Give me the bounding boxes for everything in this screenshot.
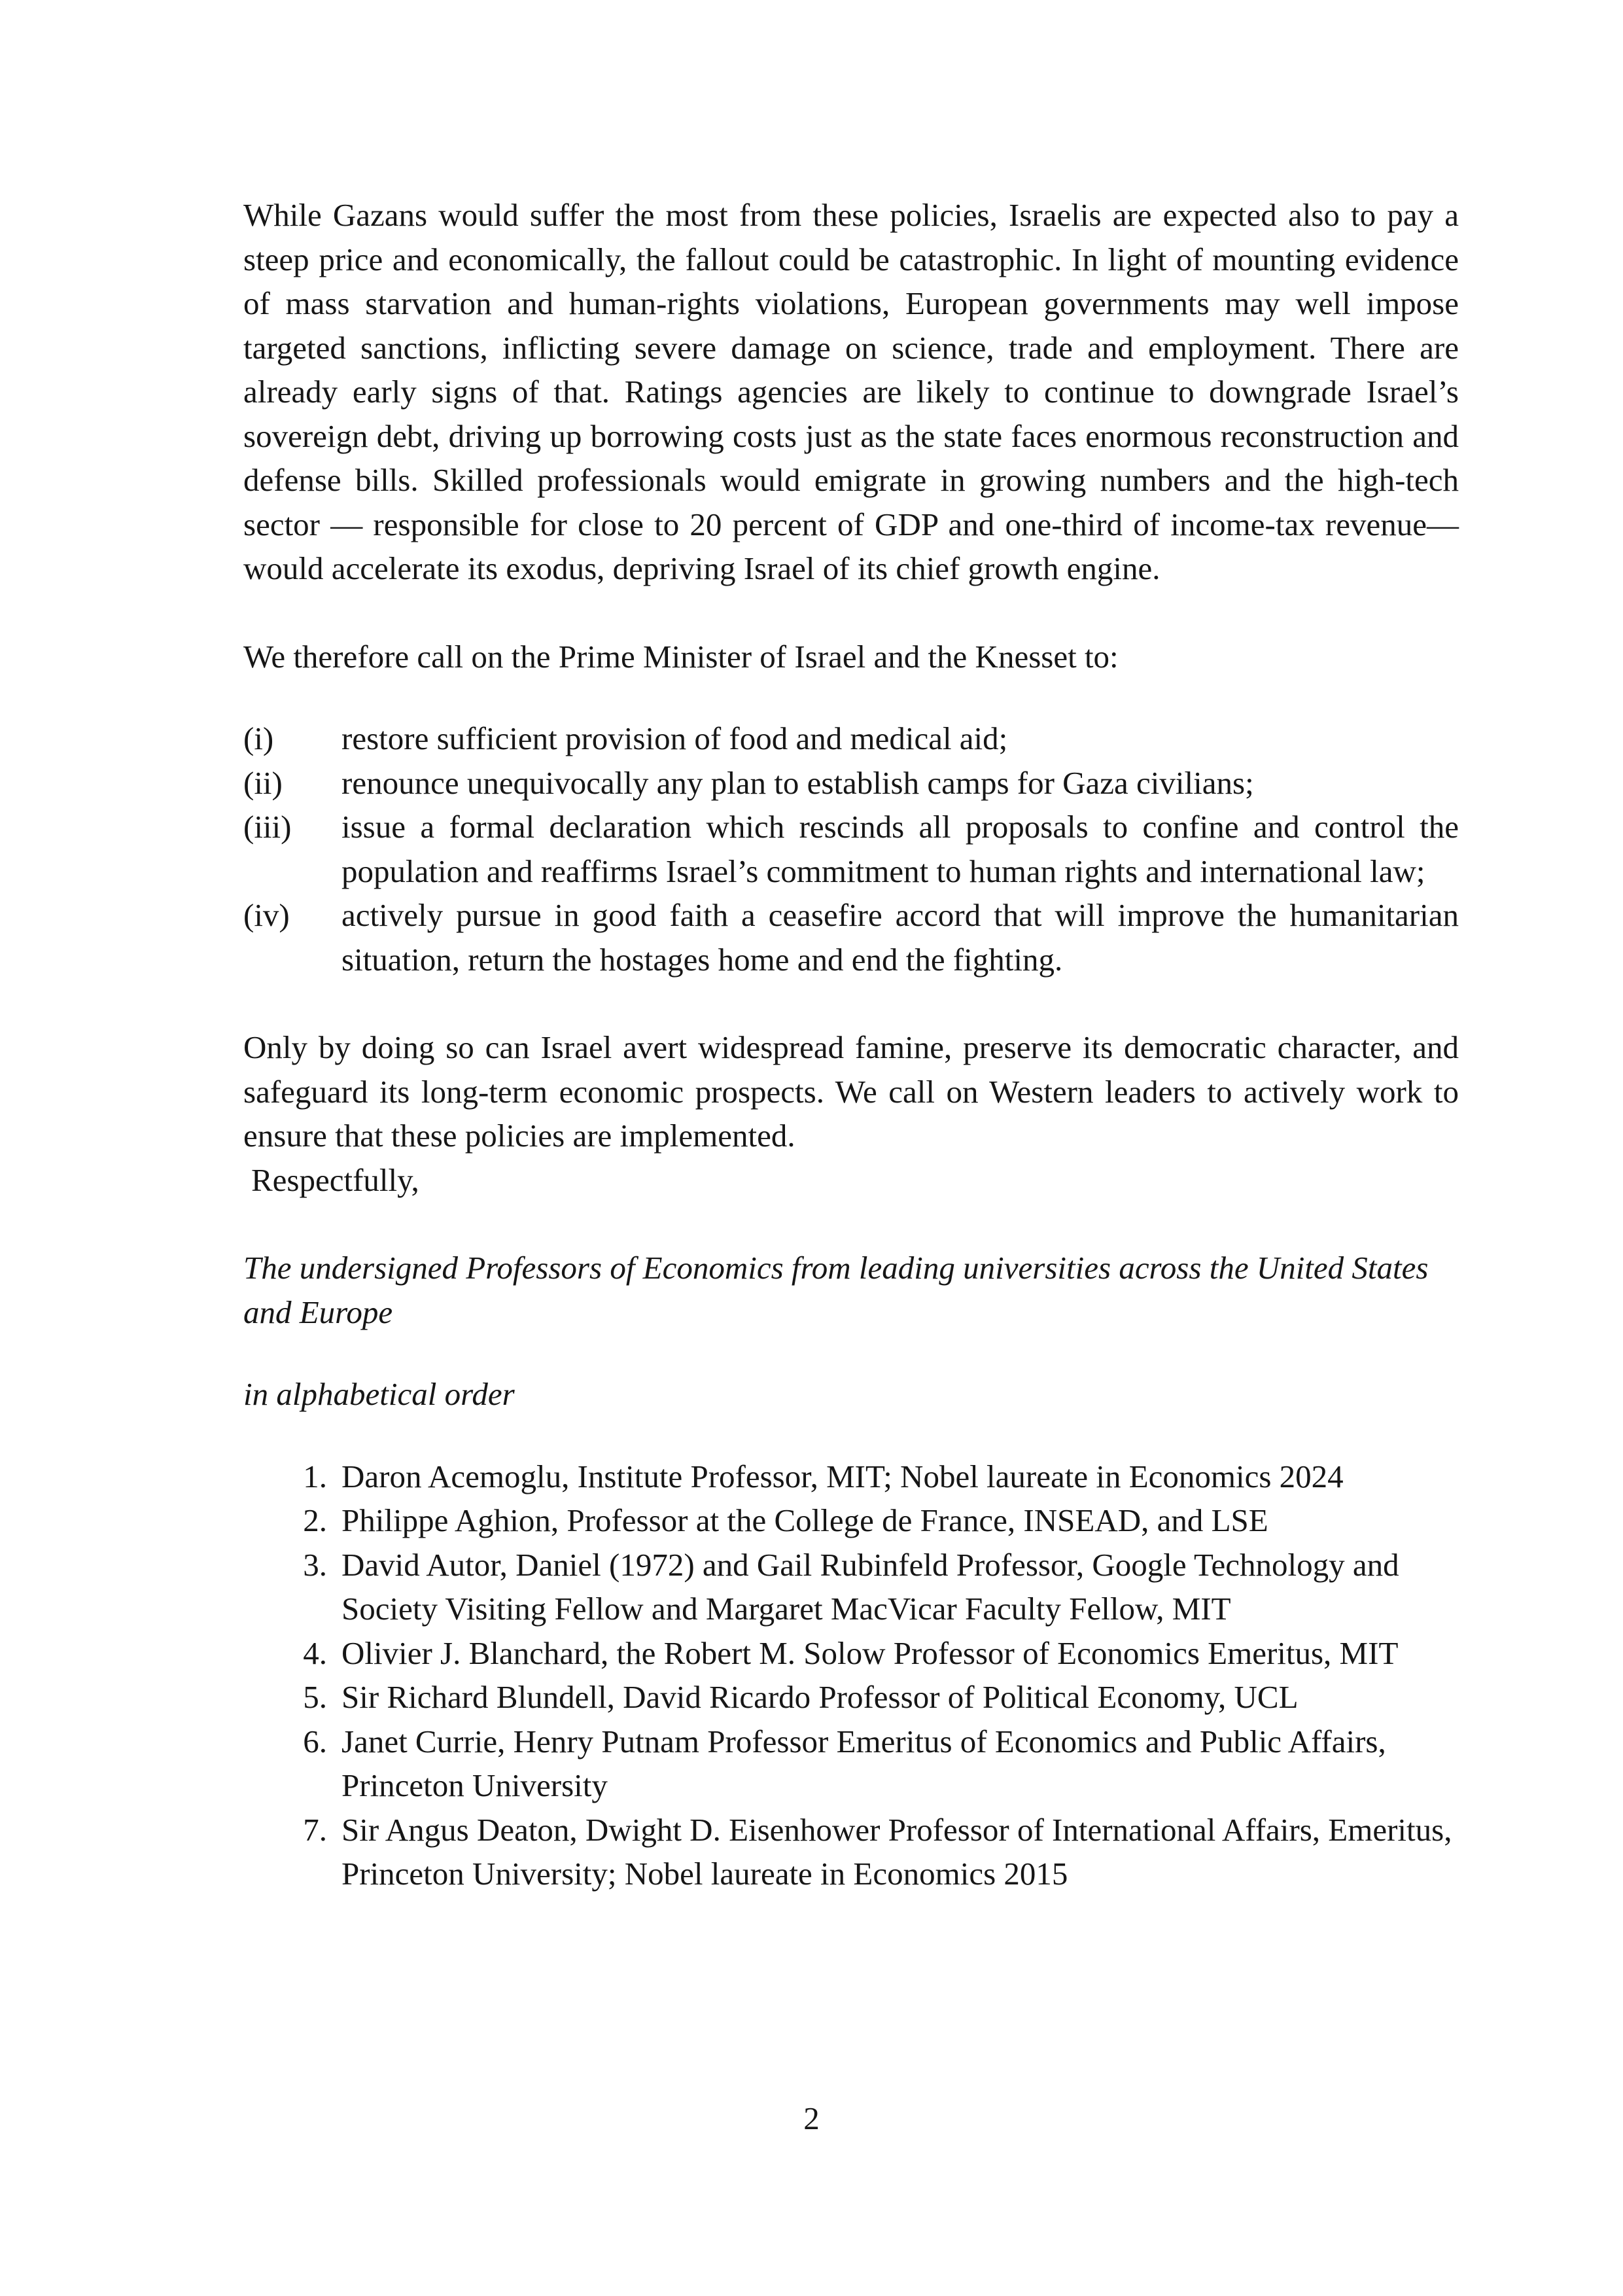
demand-marker: (ii) [243,764,283,801]
demand-text: issue a formal declaration which rescinds all proposals to confine and control the population and reaffirms Israel’s commitment to human rights and international law; [341,809,1459,889]
signatory-number: 5. [303,1679,327,1715]
demands-list [243,716,1459,981]
signatory-number: 7. [303,1811,327,1848]
signatory-item [243,1808,1459,1896]
demand-marker: (iii) [243,809,292,845]
signatory-number: 1. [303,1458,327,1494]
closing-salutation: Respectfully, [251,1161,419,1198]
letter-body [243,193,1459,1896]
signatory-text: Olivier J. Blanchard, the Robert M. Solow Professor of Economics Emeritus, MIT [341,1634,1399,1671]
signatory-item [243,1675,1459,1720]
signatory-item [243,1543,1459,1631]
signatory-item [243,1498,1459,1543]
demand-item [243,893,1459,981]
signatory-text: Philippe Aghion, Professor at the College de France, INSEAD, and LSE [341,1502,1268,1538]
page-number: 2 [803,2100,820,2136]
demand-item [243,805,1459,893]
paragraph-economic-fallout: While Gazans would suffer the most from these policies, Israelis are expected also to pay a steep price and economically, the fallout could be catastrophic. In light of mounting evidence of mass starvation and human-rights violations, European governments may well impose targeted sanctions, inflicting severe damage on science, trade and employment. There are already early signs of that. Ratings agencies are likely to continue to downgrade Israel’s sovereign debt, driving up borrowing costs just as the state faces enormous reconstruction and defense bills. Skilled professionals would emigrate in growing numbers and the high-tech sector — responsible for close to 20 percent of GDP and one-third of income-tax revenue— would accelerate its exodus, depriving Israel of its chief growth engine. [243,197,1459,586]
signed-by-line: The undersigned Professors of Economics from leading universities across the United States and Europe [243,1250,1429,1330]
signatory-text: Sir Richard Blundell, David Ricardo Professor of Political Economy, UCL [341,1679,1299,1715]
signatory-number: 6. [303,1723,327,1759]
signatory-text: David Autor, Daniel (1972) and Gail Rubinfeld Professor, Google Technology and Society Visiting Fellow and Margaret MacVicar Faculty Fellow, MIT [341,1546,1399,1627]
demand-marker: (i) [243,720,274,756]
paragraph-conclusion: Only by doing so can Israel avert widespread famine, preserve its democratic character, and safeguard its long-term economic prospects. We call on Western leaders to actively work to ensure that these policies are implemented. [243,1029,1459,1154]
demand-item [243,761,1459,805]
signatory-number: 4. [303,1634,327,1671]
demand-text: renounce unequivocally any plan to establish camps for Gaza civilians; [341,764,1254,801]
demand-text: actively pursue in good faith a ceasefire accord that will improve the humanitarian situation, return the hostages home and end the fighting. [341,897,1459,978]
demand-marker: (iv) [243,897,290,933]
paragraph-call-to-action: We therefore call on the Prime Minister of Israel and the Knesset to: [243,638,1119,675]
signatory-item [243,1720,1459,1808]
signatory-text: Sir Angus Deaton, Dwight D. Eisenhower Professor of International Affairs, Emeritus, Princeton University; Nobel laureate in Economics 2015 [341,1811,1452,1892]
signatory-number: 2. [303,1502,327,1538]
signatory-item [243,1455,1459,1499]
signatories-list [243,1455,1459,1896]
signatory-text: Daron Acemoglu, Institute Professor, MIT; Nobel laureate in Economics 2024 [341,1458,1344,1494]
demand-text: restore sufficient provision of food and medical aid; [341,720,1008,756]
signatory-item [243,1631,1459,1676]
demand-item [243,716,1459,761]
signatory-text: Janet Currie, Henry Putnam Professor Emeritus of Economics and Public Affairs, Princeton University [341,1723,1386,1803]
order-note: in alphabetical order [243,1376,515,1412]
signatory-number: 3. [303,1546,327,1583]
